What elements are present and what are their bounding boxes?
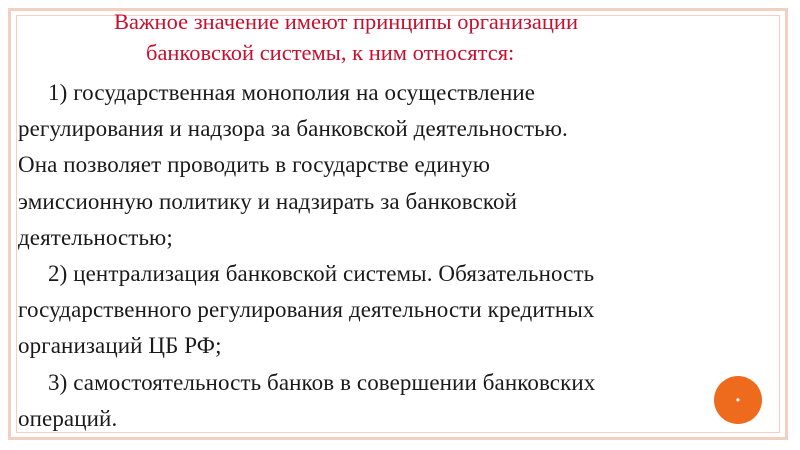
page-marker-icon: • xyxy=(714,376,762,424)
body-line-4: эмиссионную политику и надзирать за банковской xyxy=(18,188,518,214)
body-line-9: 3) самостоятельность банков в совершении банковских xyxy=(48,369,596,395)
body-text xyxy=(18,75,778,437)
body-line-3: Она позволяет проводить в государстве единую xyxy=(18,152,491,178)
slide-heading xyxy=(18,6,778,68)
body-line-1: 1) государственная монополия на осуществление xyxy=(48,80,536,105)
slide-content xyxy=(18,6,778,437)
heading-line-1: Важное значение имеют принципы организации xyxy=(114,9,578,34)
body-line-10: операций. xyxy=(18,405,118,431)
body-line-7: государственного регулирования деятельности кредитных xyxy=(18,297,595,323)
body-line-2: регулирования и надзора за банковской деятельностью. xyxy=(18,116,568,142)
heading-line-2: банковской системы, к ним относятся: xyxy=(146,40,515,65)
body-line-8: организаций ЦБ РФ; xyxy=(18,333,222,359)
body-line-6: 2) централизация банковской системы. Обязательность xyxy=(48,261,595,287)
body-line-5: деятельностью; xyxy=(18,224,173,250)
